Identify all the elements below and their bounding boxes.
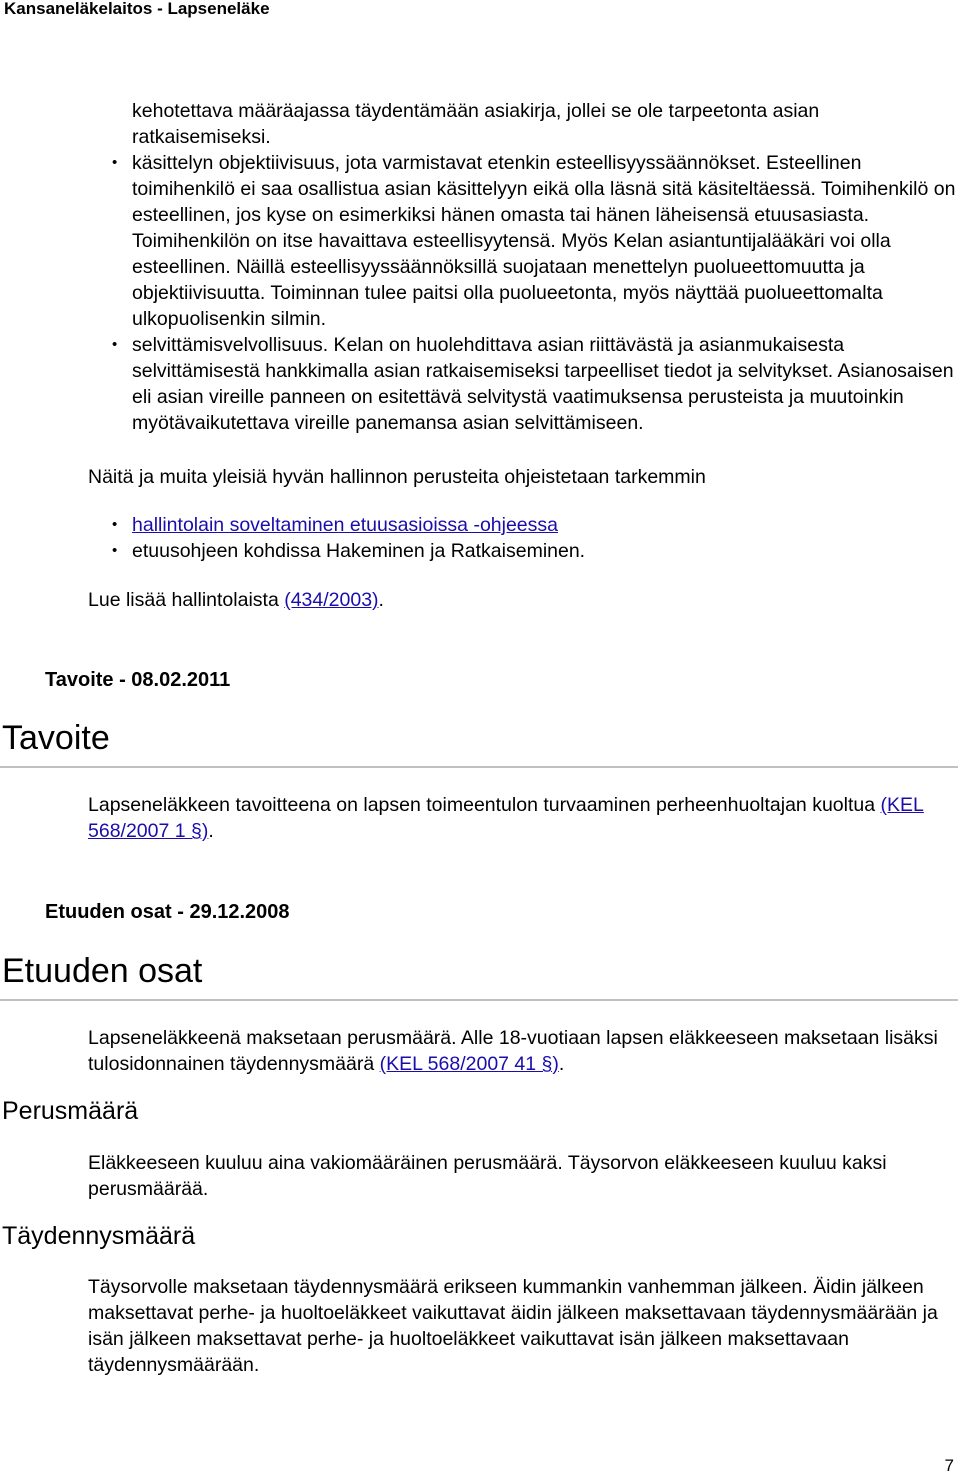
perusmaara-paragraph: Eläkkeeseen kuuluu aina vakiomääräinen perusmäärä. Täysorvon eläkkeeseen kuuluu kaksi perusmäärää.: [88, 1152, 887, 1200]
intro-paragraph: Näitä ja muita yleisiä hyvän hallinnon perusteita ohjeistetaan tarkemmin: [88, 466, 706, 488]
bullet-icon: •: [112, 154, 118, 171]
etuuden-osat-paragraph: [88, 1025, 948, 1077]
list-item-text: etuusohjeen kohdissa Hakeminen ja Ratkaiseminen.: [132, 540, 586, 562]
tavoite-paragraph: [88, 792, 948, 844]
bullet-icon: •: [112, 516, 118, 533]
tavoite-text: Lapseneläkkeen tavoitteena on lapsen toimeentulon turvaaminen perheenhuoltajan kuoltua: [88, 794, 881, 816]
read-more-suffix: .: [378, 589, 384, 611]
tavoite-meta-heading: Tavoite - 08.02.2011: [45, 669, 231, 691]
taydennysmaara-paragraph: Täysorvolle maksetaan täydennysmäärä erikseen kummankin vanhemman jälkeen. Äidin jälkeen maksettavat perhe- ja huoltoeläkkeet vaikuttavat äidin jälkeen maksettavaan täydennysmäärään ja isän jälkeen maksettavat perhe- ja huoltoeläkkeet vaikuttavat isän jälkeen maksettavaan täydennysmäärään.: [88, 1276, 938, 1376]
list-item: [88, 538, 958, 564]
read-more-prefix: Lue lisää hallintolaista: [88, 589, 285, 611]
section-divider: [0, 766, 958, 768]
list-item: [88, 98, 958, 150]
law-link[interactable]: (434/2003): [284, 589, 379, 611]
list-item: [88, 332, 958, 436]
etuuden-osat-text: Lapseneläkkeenä maksetaan perusmäärä. Alle 18-vuotiaan lapsen eläkkeeseen maksetaan lisäksi tulosidonnainen täydennysmäärä: [88, 1027, 938, 1075]
list-item: [88, 150, 958, 332]
etuuden-osat-law-link[interactable]: (KEL 568/2007 41 §): [379, 1053, 559, 1075]
list-item: [88, 512, 958, 538]
list-item-text: käsittelyn objektiivisuus, jota varmistavat etenkin esteellisyyssäännökset. Esteellinen toimihenkilö ei saa osallistua asian käsittelyyn eikä olla läsnä sitä käsiteltäessä. Toimihenkilö on esteellinen, jos kyse on esimerkiksi hänen omasta tai hänen läheisensä etuusasiasta. Toimihenkilön on itse havaittava esteellisyytensä. Myös Kelan asiantuntijalääkäri voi olla esteellinen. Näillä esteellisyyssäännöksillä suojataan menettelyn puolueettomuutta ja objektiivisuutta. Toiminnan tulee paitsi olla puolueetonta, myös näyttää puolueettomalta ulkopuolisenkin silmin.: [132, 152, 956, 330]
perusmaara-heading: Perusmäärä: [2, 1097, 139, 1125]
taydennysmaara-heading: Täydennysmäärä: [2, 1222, 196, 1250]
list-item-text: selvittämisvelvollisuus. Kelan on huolehdittava asian riittävästä ja asianmukaisesta selvittämisestä hankkimalla asian ratkaisemiseksi tarpeelliset tiedot ja selvitykset. Asianosaisen eli asian vireille panneen on esitettävä selvitystä vaatimuksensa perusteista ja muutoinkin myötävaikutettava vireille panemansa asian selvittämiseen.: [132, 334, 954, 434]
etuuden-osat-suffix: .: [558, 1053, 565, 1075]
guidance-list: [88, 512, 958, 564]
page-header-title: Kansaneläkelaitos - Lapseneläke: [4, 0, 270, 18]
principles-list: [88, 98, 958, 436]
page-number: 7: [944, 1456, 954, 1475]
etuuden-osat-meta-heading: Etuuden osat - 29.12.2008: [45, 901, 290, 923]
read-more-paragraph: [88, 587, 948, 613]
list-item-text: kehotettava määräajassa täydentämään asiakirja, jollei se ole tarpeetonta asian ratkaisemiseksi.: [132, 100, 820, 148]
guidance-link[interactable]: hallintolain soveltaminen etuusasioissa -ohjeessa: [132, 514, 559, 536]
tavoite-heading: Tavoite: [2, 719, 110, 757]
tavoite-law-link[interactable]: (KEL 568/2007 1 §): [88, 794, 924, 842]
bullet-icon: •: [112, 336, 118, 353]
etuuden-osat-heading: Etuuden osat: [2, 952, 203, 990]
tavoite-suffix: .: [208, 820, 214, 842]
bullet-icon: •: [112, 542, 118, 559]
section-divider: [0, 999, 958, 1001]
